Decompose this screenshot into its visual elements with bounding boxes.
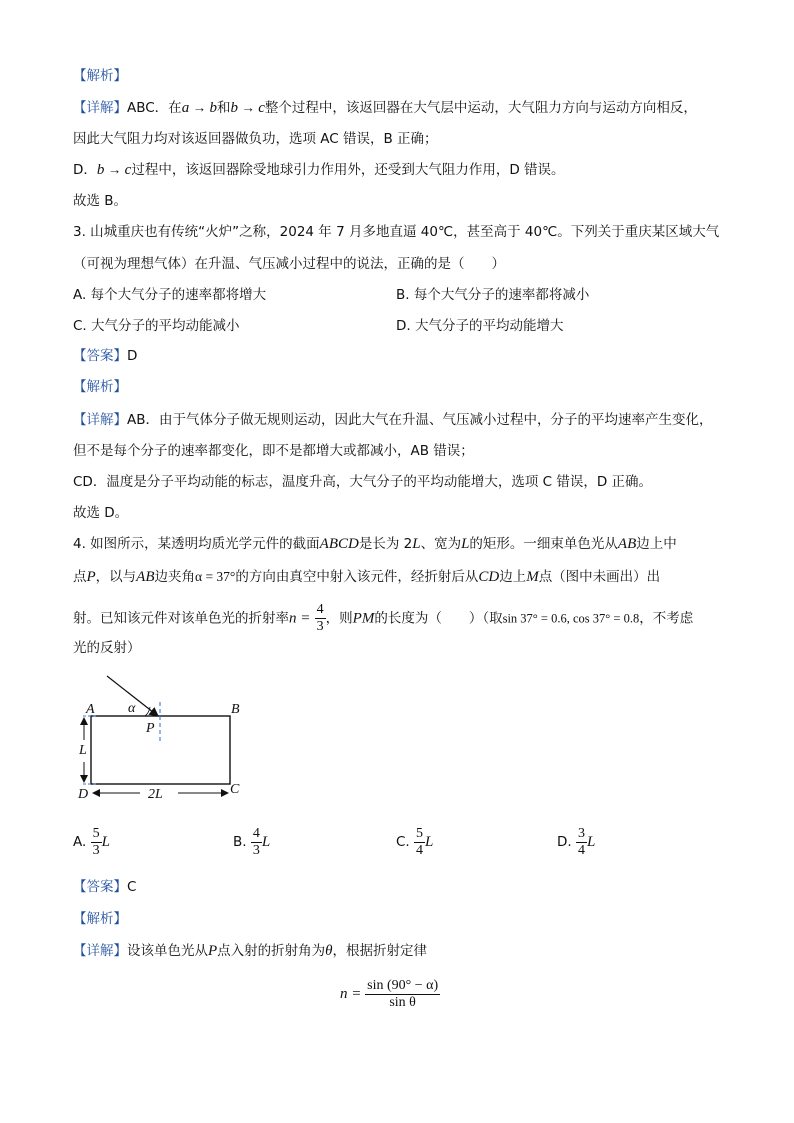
refractive-index-fraction: $\frac{4}{3}$ <box>316 602 324 634</box>
detail-line-3-q2: D．b → c过程中，该返回器除受地球引力作用外，还受到大气阻力作用，D 错误。 <box>73 162 565 178</box>
label-l: L <box>79 743 87 758</box>
q3-option-a: A. 每个大气分子的速率都将增大 <box>73 287 267 303</box>
q4-option-c: C. $\frac{5}{4}$ L <box>396 825 434 858</box>
snell-law-formula: n = $\frac{\sin (90^\circ - \alpha)}{\text{sin θ}}$ <box>340 978 439 1010</box>
analysis-heading-q2: 【解析】 <box>73 68 127 84</box>
detail-line-1-q2: 【详解】ABC．在a → b和b → c整个过程中，该返回器在大气层中运动，大气阻力方向与运动方向相反， <box>73 100 697 116</box>
q3-stem-line-2: （可视为理想气体）在升温、气压减小过程中的说法，正确的是（ ） <box>73 256 505 272</box>
q4-detail-line-1: 【详解】设该单色光从P点入射的折射角为θ，根据折射定律 <box>73 943 428 959</box>
label-b: B <box>231 702 240 717</box>
q3-option-b: B. 每个大气分子的速率都将减小 <box>396 287 590 303</box>
label-d: D <box>78 787 89 802</box>
label-2l: 2L <box>148 787 163 802</box>
optics-figure <box>70 672 250 804</box>
label-c: C <box>230 782 240 797</box>
q4-analysis-heading: 【解析】 <box>73 911 127 927</box>
q3-option-d: D. 大气分子的平均动能增大 <box>396 318 564 334</box>
q3-detail-line-1: 【详解】AB．由于气体分子做无规则运动，因此大气在升温、气压减小过程中，分子的平均速率产生变化， <box>73 412 713 428</box>
choose-line-q2: 故选 B。 <box>73 193 128 209</box>
q4-stem-line-1: 4. 如图所示，某透明均质光学元件的截面ABCD是长为 2L、宽为L的矩形。一细束单色光从AB边上中 <box>73 536 677 552</box>
q3-option-c: C. 大气分子的平均动能减小 <box>73 318 240 334</box>
label-alpha: α <box>128 701 136 716</box>
q4-answer: 【答案】C <box>73 879 137 895</box>
label-p: P <box>146 721 155 736</box>
q3-detail-line-3: CD．温度是分子平均动能的标志，温度升高，大气分子的平均动能增大，选项 C 错误，D 正确。 <box>73 474 653 490</box>
q3-choose-line: 故选 D。 <box>73 505 129 521</box>
q3-answer: 【答案】D <box>73 348 138 364</box>
detail-line-2-q2: 因此大气阻力均对该返回器做负功，选项 AC 错误，B 正确； <box>73 131 438 147</box>
q4-option-a: A. $\frac{5}{3}$ L <box>73 825 110 858</box>
q3-stem-line-1: 3. 山城重庆也有传统“火炉”之称，2024 年 7 月多地直逼 40℃，甚至高于 40℃。下列关于重庆某区域大气 <box>73 224 720 240</box>
q4-option-b: B. $\frac{4}{3}$ L <box>233 825 271 858</box>
label-a: A <box>86 702 95 717</box>
q4-stem-line-3: 射。已知该元件对该单色光的折射率n = $\frac{4}{3}$ ，则PM的长度为（ ）（取sin 37° = 0.6, cos 37° = 0.8，不考虑 <box>73 602 694 634</box>
q3-analysis-heading: 【解析】 <box>73 379 127 395</box>
q4-option-d: D. $\frac{3}{4}$ L <box>557 825 596 858</box>
q4-stem-line-2: 点P，以与AB边夹角α = 37°的方向由真空中射入该元件，经折射后从CD边上M点（图中未画出）出 <box>73 569 661 585</box>
q4-stem-line-4: 光的反射） <box>73 640 141 656</box>
q3-detail-line-2: 但不是每个分子的速率都变化，即不是都增大或都减小，AB 错误； <box>73 443 474 459</box>
